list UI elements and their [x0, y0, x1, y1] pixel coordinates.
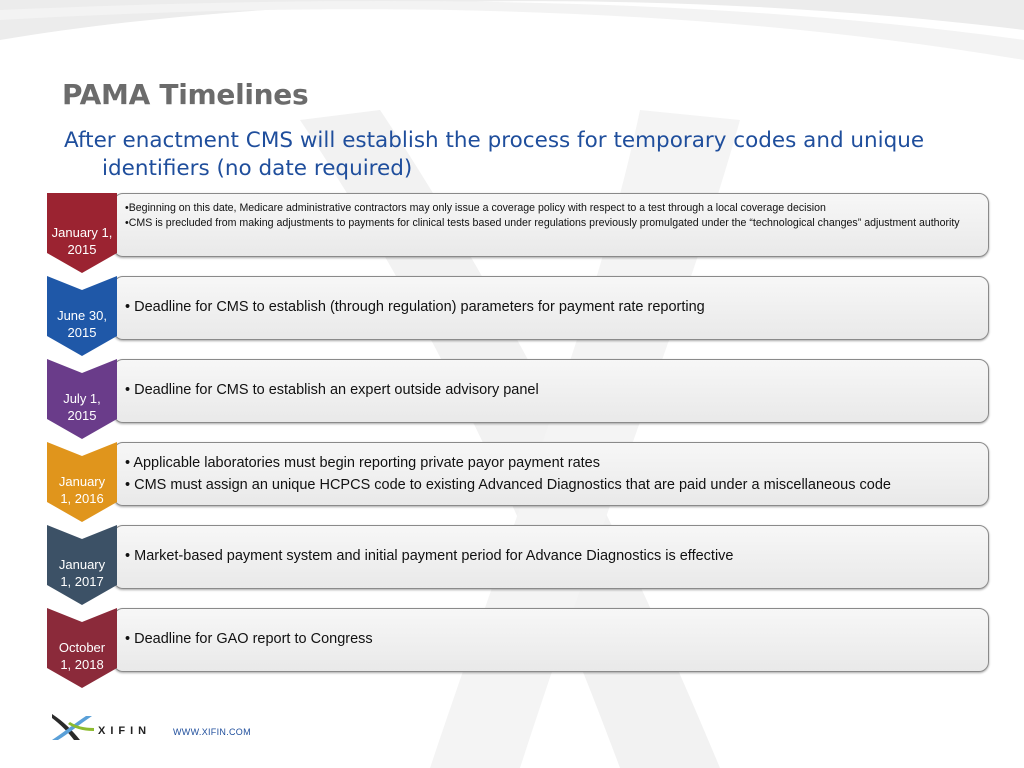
timeline-bullet: • Market-based payment system and initial payment period for Advance Diagnostics is effective — [125, 548, 734, 564]
footer-website-link[interactable]: WWW.XIFIN.COM — [173, 727, 251, 737]
timeline-date: October 1, 2018 — [58, 640, 106, 672]
timeline-date: July 1, 2015 — [63, 391, 101, 423]
timeline-row-jul-2015 — [47, 359, 989, 439]
timeline-bullet: •CMS is precluded from making adjustments to payments for clinical tests based under regulations previously promulgated under the “technological changes” adjustment authority — [125, 217, 960, 229]
xifin-logo-icon — [50, 712, 162, 742]
timeline-bullet: • Applicable laboratories must begin reporting private payor payment rates — [125, 455, 600, 471]
slide-title: PAMA Timelines — [62, 78, 309, 111]
timeline-bullet: •Beginning on this date, Medicare administrative contractors may only issue a coverage policy with respect to a test through a local coverage decision — [125, 202, 826, 214]
timeline-row-oct-2018 — [47, 608, 989, 688]
timeline-row-jan-2016 — [47, 442, 989, 522]
timeline-date: January 1, 2015 — [51, 225, 113, 257]
timeline-bullet: • CMS must assign an unique HCPCS code to existing Advanced Diagnostics that are paid under a miscellaneous code — [125, 477, 891, 493]
svg-text:XIFIN: XIFIN — [98, 725, 152, 737]
timeline-date: January 1, 2017 — [58, 557, 106, 589]
timeline-row-jan-2015 — [47, 193, 989, 273]
timeline-row-jan-2017 — [47, 525, 989, 605]
timeline-row-jun-2015 — [47, 276, 989, 356]
timeline-bullet: • Deadline for GAO report to Congress — [125, 631, 373, 647]
timeline-date: June 30, 2015 — [57, 308, 107, 340]
timeline-date: January 1, 2016 — [58, 474, 106, 506]
timeline-bullet: • Deadline for CMS to establish (through regulation) parameters for payment rate reporting — [125, 299, 705, 315]
timeline-bullet: • Deadline for CMS to establish an expert outside advisory panel — [125, 382, 539, 398]
slide-subtitle: After enactment CMS will establish the process for temporary codes and unique identifiers (no date required) — [64, 128, 925, 181]
